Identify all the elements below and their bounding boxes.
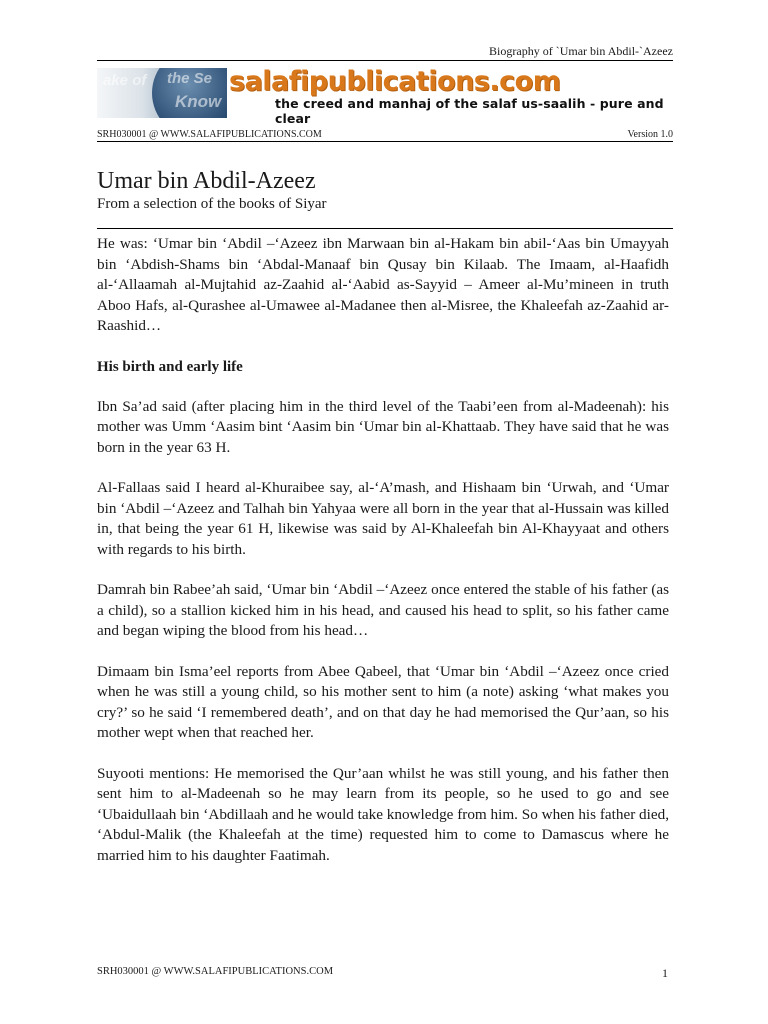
- globe-logo-image: [97, 68, 227, 118]
- document-title: Umar bin Abdil-Azeez: [97, 168, 316, 194]
- body-paragraph: Damrah bin Rabee’ah said, ‘Umar bin ‘Abdil –‘Azeez once entered the stable of his father (as a child), so a stallion kicked him in his head, and caused his head to split, so his father came and began wiping the blood from his head…: [97, 581, 669, 639]
- title-rule: [97, 228, 673, 229]
- page-number: 1: [662, 966, 668, 980]
- body-paragraph: Al-Fallaas said I heard al-Khuraibee say, al-‘A’mash, and Hishaam bin ‘Urwah, and ‘Umar bin ‘Abdil –‘Azeez and Talhah bin Yahyaa were all born in the year that al-Hussain was killed in, that being the year 61 H, likewise was said by Al-Khaleefah bin Al-Khayyaat and others with regards to his birth.: [97, 479, 669, 558]
- intro-paragraph: He was: ‘Umar bin ‘Abdil –‘Azeez ibn Marwaan bin al-Hakam bin abil-‘Aas bin Umayyah bin ‘Abdish-Shams bin ‘Abdal-Manaaf bin Qusay bin Kilaab. The Imaam, al-Haafidh al-‘Allaamah al-Mujtahid az-Zaahid al-‘Aabid as-Sayyid – Ameer al-Mu’mineen in truth Aboo Hafs, al-Qurashee al-Umawee al-Madanee then al-Misree, the Khaleefah az-Zaahid ar-Raashid…: [97, 235, 669, 334]
- footer-reference: SRH030001 @ WWW.SALAFIPUBLICATIONS.COM: [97, 966, 334, 977]
- meta-rule: [97, 141, 673, 142]
- running-head: Biography of `Umar bin Abdil-`Azeez: [489, 44, 673, 58]
- document-version: Version 1.0: [627, 129, 673, 140]
- body-paragraph: Suyooti mentions: He memorised the Qur’aan whilst he was still young, and his father then sent him to al-Madeenah so he may learn from its people, so he used to go and see ‘Ubaidullaah bin ‘Abdillaah and he would take knowledge from him. So when his father died, ‘Abdul-Malik (the Khaleefah at the time) requested him to come to Damascus where he married him to his daughter Faatimah.: [97, 764, 669, 864]
- banner-ghost-text-2: the Se: [167, 70, 213, 87]
- body-paragraph: Ibn Sa’ad said (after placing him in the third level of the Taabi’een from al-Madeenah): his mother was Umm ‘Aasim bint ‘Aasim bin ‘Umar bin al-Khattaab. They have said that he was born in the year 63 H.: [97, 397, 669, 456]
- section-heading: His birth and early life: [97, 358, 243, 375]
- document-reference: SRH030001 @ WWW.SALAFIPUBLICATIONS.COM: [97, 129, 322, 140]
- banner-ghost-text-1: ake of: [103, 72, 147, 89]
- document-subtitle: From a selection of the books of Siyar: [97, 196, 327, 212]
- header-rule: [97, 60, 673, 61]
- body-paragraph: Dimaam bin Isma’eel reports from Abee Qabeel, that ‘Umar bin ‘Abdil –‘Azeez once cried when he was still a young child, so his mother sent to him (a note) asking ‘what makes you cry?’ so he said ‘I remembered death’, and on that day he had memorised the Qur’aan, so his mother wept when that reached her.: [97, 662, 669, 741]
- site-logo-title: salafipublications.com: [229, 66, 561, 97]
- site-tagline: the creed and manhaj of the salaf us-saalih - pure and clear: [275, 96, 664, 126]
- document-body: [97, 234, 669, 886]
- banner-ghost-text-3: Know: [175, 92, 222, 111]
- site-banner: [97, 66, 673, 126]
